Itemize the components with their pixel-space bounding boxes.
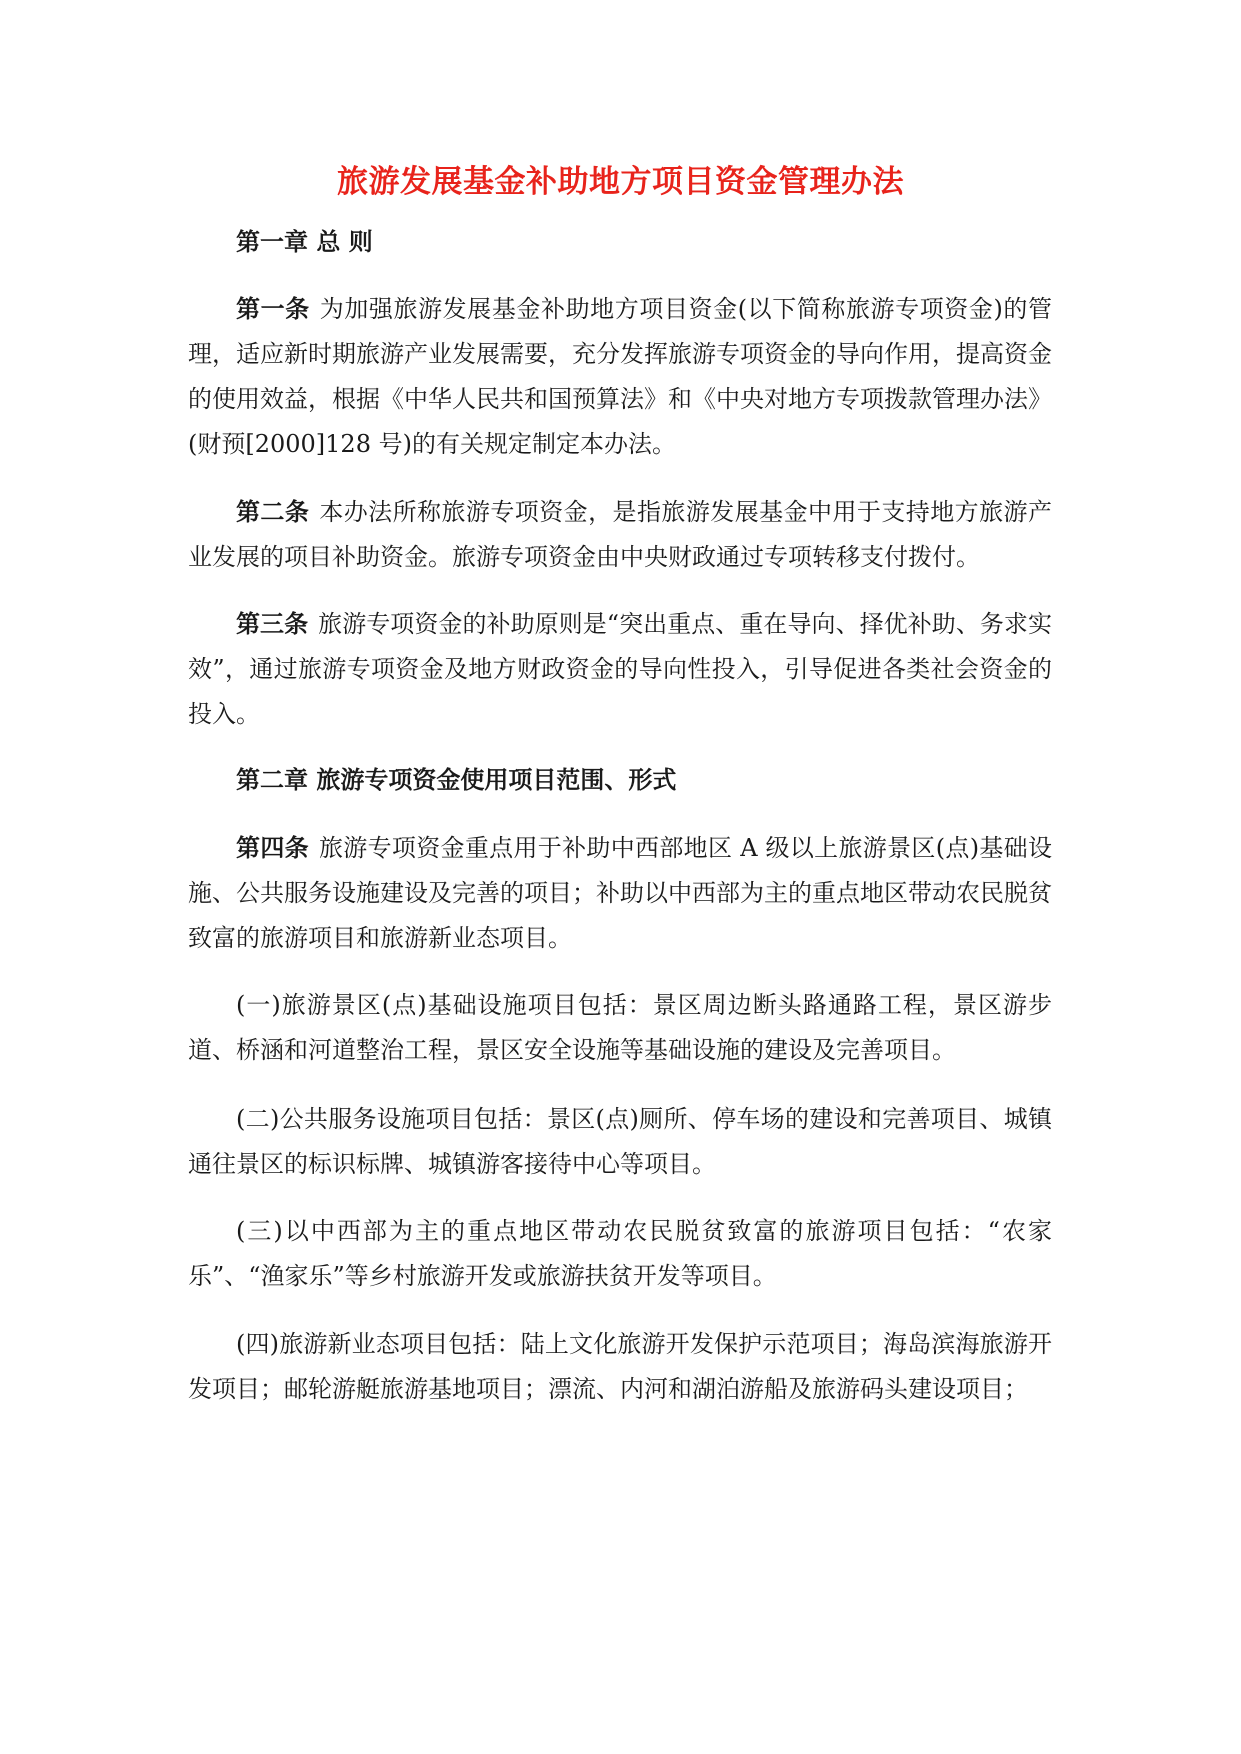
article-2 xyxy=(188,490,1052,580)
article-2-label: 第二条 xyxy=(236,498,310,526)
article-1-label: 第一条 xyxy=(236,295,310,323)
article-4-label: 第四条 xyxy=(236,834,309,862)
article-3-label: 第三条 xyxy=(236,610,309,638)
article-1 xyxy=(188,287,1052,467)
item-1-text: (一)旅游景区(点)基础设施项目包括：景区周边断头路通路工程，景区游步道、桥涵和河道整治工程，景区安全设施等基础设施的建设及完善项目。 xyxy=(188,991,1052,1064)
item-3-text: (三)以中西部为主的重点地区带动农民脱贫致富的旅游项目包括：“农家乐”、“渔家乐”等乡村旅游开发或旅游扶贫开发等项目。 xyxy=(188,1217,1052,1290)
item-3 xyxy=(188,1209,1052,1299)
article-3-text: 旅游专项资金的补助原则是“突出重点、重在导向、择优补助、务求实效”，通过旅游专项资金及地方财政资金的导向性投入，引导促进各类社会资金的投入。 xyxy=(188,610,1052,728)
chapter-2-heading: 第二章 旅游专项资金使用项目范围、形式 xyxy=(236,766,677,794)
article-2-text: 本办法所称旅游专项资金，是指旅游发展基金中用于支持地方旅游产业发展的项目补助资金。旅游专项资金由中央财政通过专项转移支付拨付。 xyxy=(188,498,1052,571)
item-2 xyxy=(188,1097,1052,1187)
article-3 xyxy=(188,602,1052,737)
article-4 xyxy=(188,826,1052,961)
chapter-1-heading: 第一章 总 则 xyxy=(236,228,373,256)
item-1 xyxy=(188,983,1052,1073)
item-4 xyxy=(188,1322,1052,1412)
item-2-text: (二)公共服务设施项目包括：景区(点)厕所、停车场的建设和完善项目、城镇通往景区的标识标牌、城镇游客接待中心等项目。 xyxy=(188,1105,1052,1178)
article-1-text: 为加强旅游发展基金补助地方项目资金(以下简称旅游专项资金)的管理，适应新时期旅游产业发展需要，充分发挥旅游专项资金的导向作用，提高资金的使用效益，根据《中华人民共和国预算法》和《中央对地方专项拨款管理办法》(财预[2000]128 号)的有关规定制定本办法。 xyxy=(188,295,1053,458)
document-title: 旅游发展基金补助地方项目资金管理办法 xyxy=(337,164,904,200)
article-4-text: 旅游专项资金重点用于补助中西部地区 A 级以上旅游景区(点)基础设施、公共服务设施建设及完善的项目；补助以中西部为主的重点地区带动农民脱贫致富的旅游项目和旅游新业态项目。 xyxy=(188,834,1052,952)
item-4-text: (四)旅游新业态项目包括：陆上文化旅游开发保护示范项目；海岛滨海旅游开发项目；邮轮游艇旅游基地项目；漂流、内河和湖泊游船及旅游码头建设项目； xyxy=(188,1330,1052,1403)
